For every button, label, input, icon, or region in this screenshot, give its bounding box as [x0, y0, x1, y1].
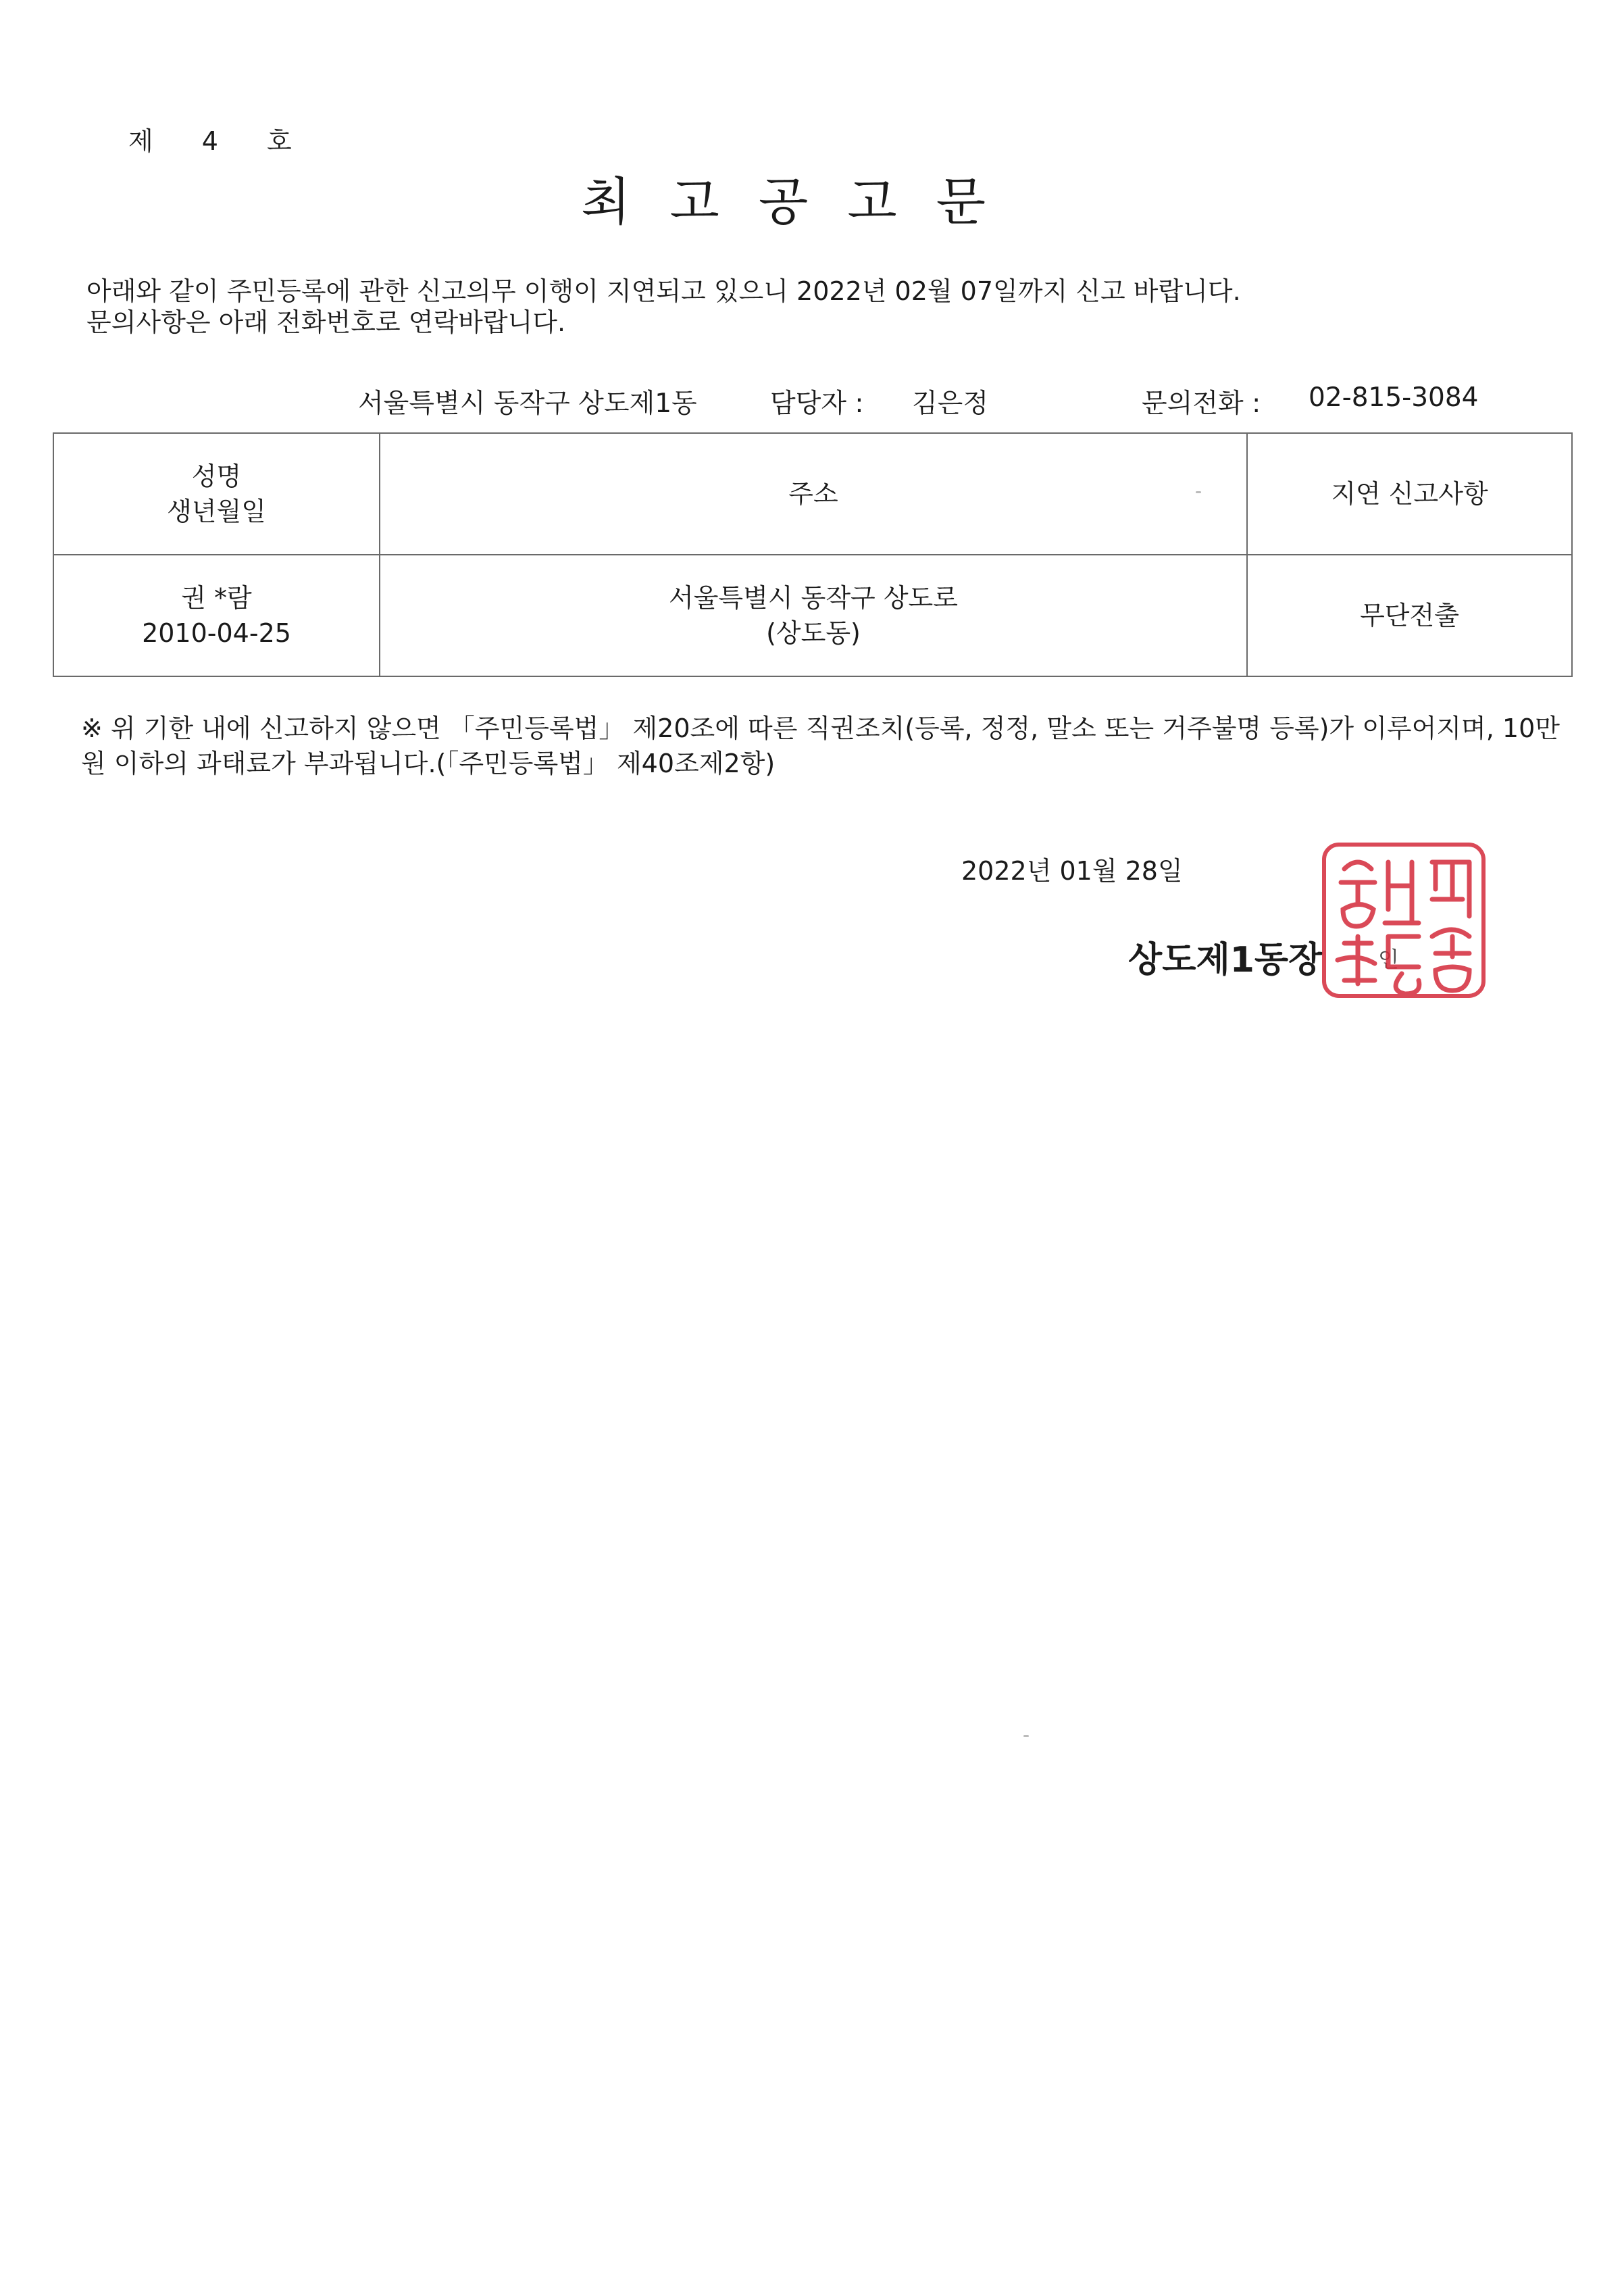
officer-name: 김은정 [912, 389, 989, 419]
header-name: 성명 [191, 461, 242, 491]
cell-address-line-1: 서울특별시 동작구 상도로 [669, 583, 958, 613]
header-birthdate: 생년월일 [167, 497, 266, 526]
phone-number: 02-815-3084 [1309, 382, 1479, 413]
official-seal-icon [1317, 835, 1493, 1004]
table-header-row [53, 433, 1572, 555]
header-address: 주소 [380, 433, 1247, 555]
notice-table [53, 432, 1573, 677]
cell-address-line-2: (상도동) [766, 618, 861, 648]
scan-speck [1196, 491, 1201, 493]
intro-line-1: 아래와 같이 주민등록에 관한 신고의무 이행이 지연되고 있으니 2022년 02월 07일까지 신고 바랍니다. [86, 276, 1241, 306]
issue-date: 2022년 01월 28일 [961, 856, 1183, 886]
intro-line-2: 문의사항은 아래 전화번호로 연락바랍니다. [86, 307, 566, 337]
document-number: 제 4 호 [128, 126, 312, 156]
header-overdue: 지연 신고사항 [1247, 433, 1572, 555]
cell-address [380, 555, 1247, 676]
table-row [53, 555, 1572, 676]
cell-overdue: 무단전출 [1247, 555, 1572, 676]
cell-name: 권 *람 [181, 583, 252, 613]
header-name-birthdate [53, 433, 380, 555]
cell-birthdate: 2010-04-25 [142, 618, 291, 648]
signer-title: 상도제1동장 [1128, 940, 1323, 980]
document-title: 최고공고문 [581, 172, 1025, 232]
phone-label: 문의전화 : [1142, 389, 1261, 419]
seal-mark-label: 인 [1378, 947, 1399, 972]
intro-paragraph [86, 276, 1241, 338]
scan-speck [1023, 1735, 1029, 1737]
office-name: 서울특별시 동작구 상도제1동 [358, 389, 697, 419]
legal-footnote: ※ 위 기한 내에 신고하지 않으면 「주민등록법」 제20조에 따른 직권조치(등록, 정정, 말소 또는 거주불명 등록)가 이루어지며, 10만원 이하의 과태료가 부과됩니다.(「주민등록법」 제40조제2항) [81, 713, 1560, 778]
cell-name-birthdate [53, 555, 380, 676]
officer-label: 담당자 : [770, 389, 864, 419]
